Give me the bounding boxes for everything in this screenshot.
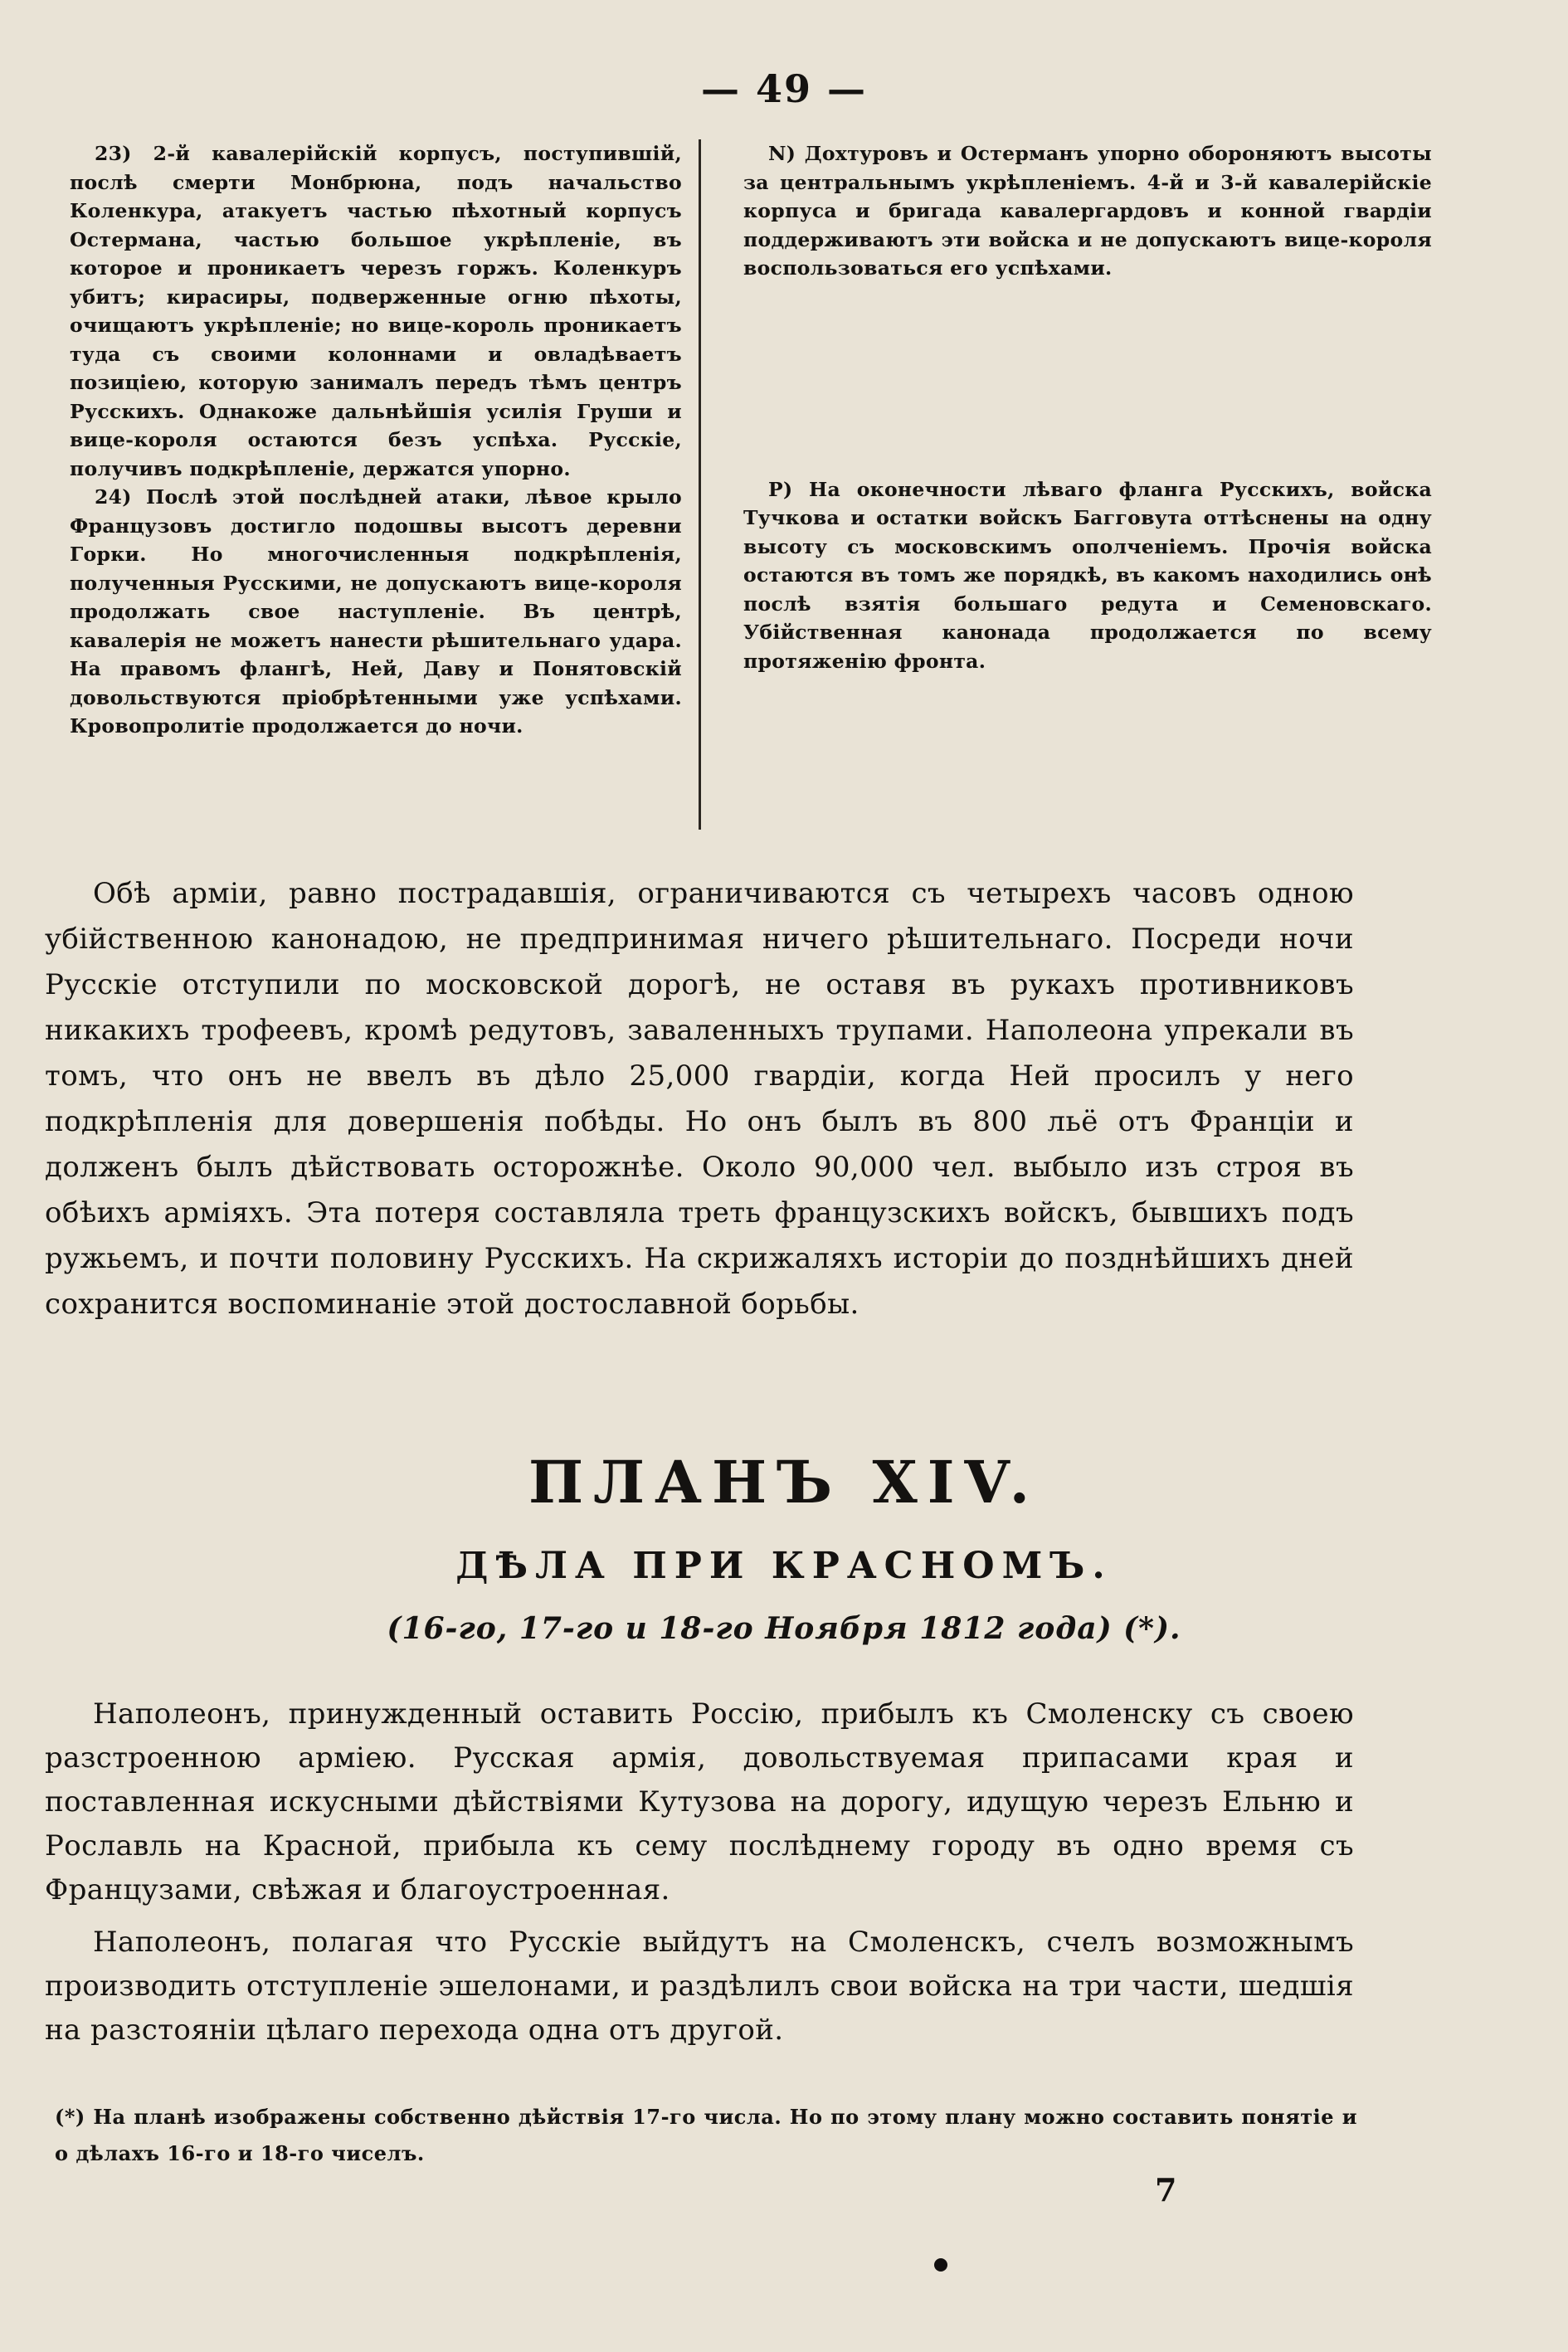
plan-dates: (16-го, 17-го и 18-го Ноября 1812 года) (*). [387, 1611, 1181, 1646]
page-number: — 49 — [700, 66, 868, 111]
column-gap [743, 283, 1432, 475]
plan-subtitle: ДѢЛА ПРИ КРАСНОМЪ. [455, 1545, 1113, 1587]
note-23: 23) 2-й кавалерійскій корпусъ, поступившій, послѣ смерти Монбрюна, подъ начальство Коленкура, атакуетъ частью пѣхотный корпусъ Остермана, частью большое укрѣпленіе, въ которое и проникаетъ черезъ горжъ. Коленкуръ убитъ; кирасиры, подверженные огню пѣхоты, очищаютъ укрѣпленіе; но вице-король проникаетъ туда съ своими колоннами и овладѣваетъ позиціею, которую занималъ передъ тѣмъ центръ Русскихъ. Однакоже дальнѣйшія усилія Груши и вице-короля остаются безъ успѣха. Русскіе, получивъ подкрѣпленіе, держатся упорно. [70, 142, 682, 480]
main-paragraph: Обѣ арміи, равно пострадавшія, ограничиваются съ четырехъ часовъ одною убійственною канонадою, не предпринимая ничего рѣшительнаго. Посреди ночи Русскіе отступили по московской дорогѣ, не оставя въ рукахъ противниковъ никакихъ трофеевъ, кромѣ редутовъ, заваленныхъ трупами. Наполеона упрекали въ томъ, что онъ не ввелъ въ дѣло 25,000 гвардіи, когда Ней просилъ у него подкрѣпленія для довершенія побѣды. Но онъ былъ въ 800 льё отъ Франціи и долженъ былъ дѣйствовать осторожнѣе. Около 90,000 чел. выбыло изъ строя въ обѣихъ арміяхъ. Эта потеря составляла треть французскихъ войскъ, бывшихъ подъ ружьемъ, и почти половину Русскихъ. На скрижаляхъ исторіи до позднѣйшихъ дней сохранится воспоминаніе этой достославной борьбы. [45, 877, 1354, 1321]
column-divider [699, 139, 701, 830]
right-column [743, 139, 1432, 675]
sheet-number: 7 [1155, 2171, 1177, 2208]
intro-text [45, 1692, 1354, 2061]
footnote: (*) На планѣ изображены собственно дѣйствія 17-го числа. Но по этому плану можно составить понятіе и о дѣлахъ 16-го и 18-го чиселъ. [55, 2105, 1357, 2165]
note-n: N) Дохтуровъ и Остерманъ упорно обороняютъ высоты за центральнымъ укрѣпленіемъ. 4-й и 3-й кавалерійскіе корпуса и бригада кавалергардовъ и конной гвардіи поддерживаютъ эти войска и не допускаютъ вице-короля воспользоваться его успѣхами. [743, 142, 1432, 280]
intro-paragraph-2: Наполеонъ, полагая что Русскіе выйдутъ на Смоленскъ, счелъ возможнымъ производить отступленіе эшелонами, и раздѣлилъ свои войска на три части, шедшія на разстояніи цѣлаго перехода одна отъ другой. [45, 1926, 1354, 2047]
intro-paragraph-1: Наполеонъ, принужденный оставить Россію, прибылъ къ Смоленску съ своею разстроенною арміею. Русская армія, довольствуемая припасами края и поставленная искусными дѣйствіями Кутузова на дорогу, идущую черезъ Ельню и Рославль на Красной, прибыла къ сему послѣднему городу въ одно время съ Французами, свѣжая и благоустроенная. [45, 1697, 1354, 1906]
left-column [70, 139, 682, 741]
plan-title: ПЛАНЪ XIV. [528, 1448, 1040, 1517]
note-24: 24) Послѣ этой послѣдней атаки, лѣвое крыло Французовъ достигло подошвы высотъ деревни Горки. Но многочисленныя подкрѣпленія, полученныя Русскими, не допускаютъ вице-короля продолжать свое наступленіе. Въ центрѣ, кавалерія не можетъ нанести рѣшительнаго удара. На правомъ флангѣ, Ней, Даву и Понятовскій довольствуются пріобрѣтенными уже успѣхами. Кровопролитіе продолжается до ночи. [70, 485, 682, 738]
ink-dot [934, 2258, 947, 2272]
note-p: P) На оконечности лѣваго фланга Русскихъ, войска Тучкова и остатки войскъ Багговута оттѣснены на одну высоту съ московскимъ ополченіемъ. Прочія войска остаются въ томъ же порядкѣ, въ какомъ находились онѣ послѣ взятія большаго редута и Семеновскаго. Убійственная канонада продолжается по всему протяженію фронта. [743, 477, 1432, 673]
two-column-notes [70, 139, 1432, 836]
